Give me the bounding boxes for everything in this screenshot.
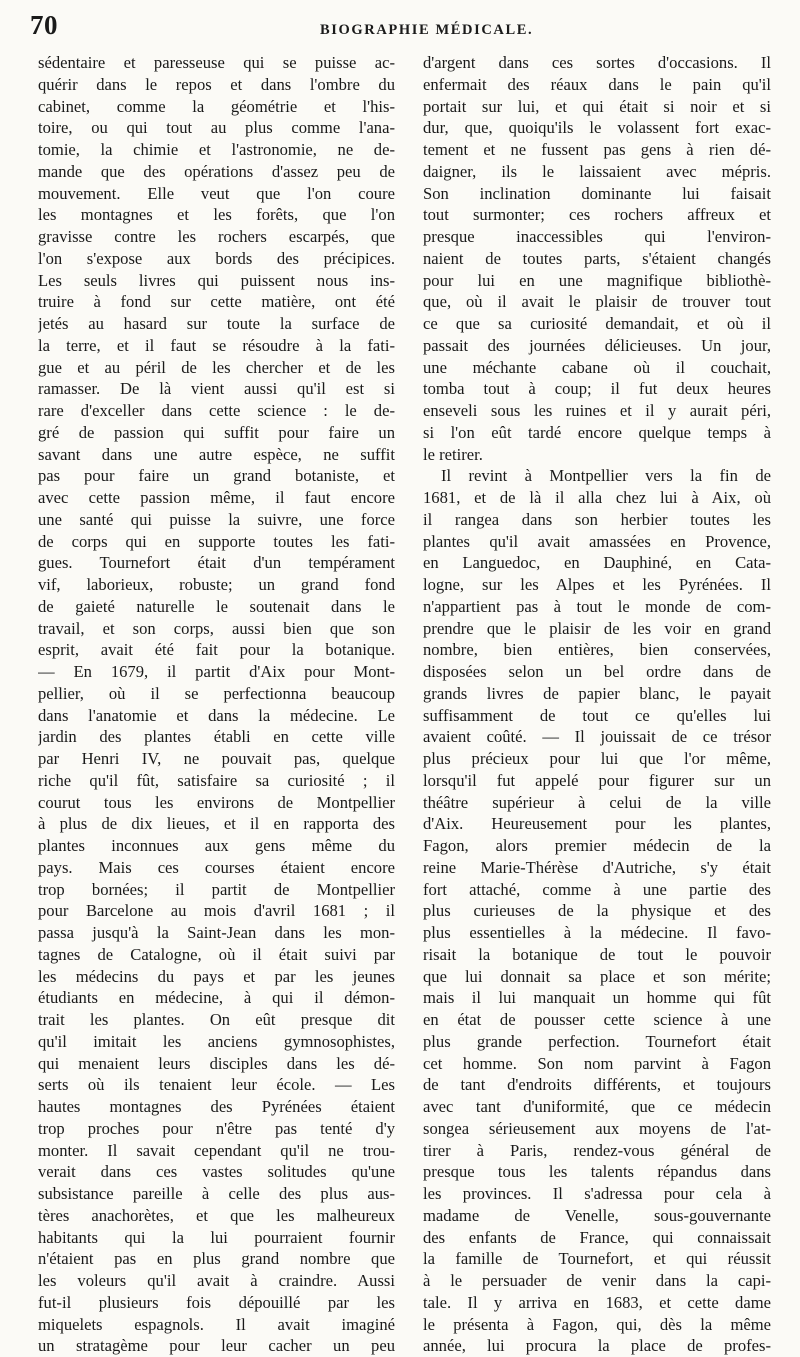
text-line: n'étaient pas en plus grand nombre que xyxy=(38,1249,395,1269)
text-line: une santé qui puisse la suivre, une force xyxy=(38,509,395,529)
text-line: les médecins du pays et par les jeunes xyxy=(38,966,395,986)
text-line: pour lui en une magnifique bibliothè- xyxy=(423,270,771,290)
text-line: grands livres de papier blanc, le payait xyxy=(423,683,771,703)
text-line: tout surmonter; ces rochers affreux et xyxy=(423,205,771,225)
text-line: truire à fond sur cette matière, ont été xyxy=(38,292,395,312)
page-header xyxy=(30,10,770,44)
text-line: enseveli sous les ruines et il y aurait péri, xyxy=(423,401,771,420)
text-line: plantes inconnues aux gens même du xyxy=(38,836,395,855)
text-line: hautes montagnes des Pyrénées étaient xyxy=(38,1097,395,1116)
running-title: BIOGRAPHIE MÉDICALE. xyxy=(320,22,534,38)
text-line: avec tant d'uniformité, que ce médecin xyxy=(423,1097,771,1116)
text-line: miquelets espagnols. Il avait imaginé xyxy=(38,1314,395,1334)
text-line: tagnes de Catalogne, où il était suivi par xyxy=(38,944,395,964)
text-line: les provinces. Il s'adressa pour cela à xyxy=(423,1184,771,1203)
text-line: Fagon, alors premier médecin de la xyxy=(423,836,771,855)
text-line: gue et au péril de les chercher et de les xyxy=(38,357,395,377)
text-line: esprit, avait été fait pour la botanique. xyxy=(38,640,395,660)
text-line: vif, laborieux, robuste; un grand fond xyxy=(38,575,395,594)
text-line: que lui donnait sa place et son mérite; xyxy=(423,966,771,986)
text-line: serts où ils tenaient leur école. — Les xyxy=(38,1075,395,1095)
text-line: par Henri IV, ne pouvait pas, quelque xyxy=(38,749,395,768)
text-line: presque inaccessibles qui l'environ- xyxy=(423,227,771,246)
text-line: le présenta à Fagon, qui, dès la même xyxy=(423,1314,771,1334)
text-line: plantes qu'il avait amassées en Provence, xyxy=(423,531,771,551)
text-line: songea sérieusement aux moyens de l'at- xyxy=(423,1118,771,1138)
text-line: risait la botanique de tout le pouvoir xyxy=(423,944,771,964)
text-line: pas pour faire un grand botaniste, et xyxy=(38,466,395,486)
text-line: quérir dans le repos et dans l'ombre du xyxy=(38,74,395,94)
left-text-column xyxy=(38,52,395,1357)
text-line: dans l'anatomie et dans la médecine. Le xyxy=(38,705,395,725)
text-line: il rangea dans son herbier toutes les xyxy=(423,509,771,529)
text-line: toire, ou qui tout au plus comme l'ana- xyxy=(38,118,395,138)
text-line: Son inclination dominante lui faisait xyxy=(423,183,771,203)
text-line: des enfants de France, qui connaissait xyxy=(423,1227,771,1247)
text-line: que, où il avait le plaisir de trouver tout xyxy=(423,292,771,312)
text-line: habitants qui la lui pourraient fournir xyxy=(38,1227,395,1247)
text-line: presque tous les talents répandus dans xyxy=(423,1162,771,1182)
text-line: gues. Tournefort était d'un tempérament xyxy=(38,553,395,573)
text-line: à le persuader de venir dans la capi- xyxy=(423,1271,771,1290)
text-line: nombre, bien entières, bien conservées, xyxy=(423,640,771,660)
text-line: plus grande perfection. Tournefort était xyxy=(423,1031,771,1051)
text-line: pays. Mais ces courses étaient encore xyxy=(38,857,395,877)
text-line: trait les plantes. On eût presque dit xyxy=(38,1010,395,1029)
text-line: rare d'exceller dans cette science : le de- xyxy=(38,401,395,420)
text-line: fut-il plusieurs fois dépouillé par les xyxy=(38,1292,395,1312)
text-line: logne, sur les Alpes et les Pyrénées. Il xyxy=(423,575,771,594)
text-line: étudiants en médecine, à qui il démon- xyxy=(38,988,395,1008)
text-line: de tant d'endroits différents, et toujours xyxy=(423,1075,771,1095)
text-line: passa jusqu'à la Saint-Jean dans les mon- xyxy=(38,923,395,942)
text-line: les voleurs qu'il avait à craindre. Aussi xyxy=(38,1271,395,1290)
text-line: pour Barcelone au mois d'avril 1681 ; il xyxy=(38,901,395,921)
text-line: trop bornées; il partit de Montpellier xyxy=(38,879,395,899)
text-line: Il revint à Montpellier vers la fin de xyxy=(441,466,771,486)
text-line: tement et ne fussent pas gens à rien dé- xyxy=(423,140,771,159)
text-line: verait dans ces vastes solitudes qu'une xyxy=(38,1162,395,1182)
text-line: jetés au hasard sur toute la surface de xyxy=(38,314,395,333)
text-line: sédentaire et paresseuse qui se puisse ac- xyxy=(38,53,395,72)
text-line: la famille de Tournefort, et qui réussit xyxy=(423,1249,771,1269)
text-line: les montagnes et les forêts, que l'on xyxy=(38,205,395,225)
text-line: ce que sa curiosité demandait, et où il xyxy=(423,314,771,333)
text-line: daigner, ils le laissaient avec mépris. xyxy=(423,161,771,181)
text-line: disposées selon un bel ordre dans de xyxy=(423,662,771,681)
text-line: reine Marie-Thérèse d'Autriche, s'y était xyxy=(423,857,771,877)
text-line: mais il lui manquait un homme qui fût xyxy=(423,988,771,1008)
text-line: avec cette passion même, il faut encore xyxy=(38,488,395,507)
text-line: courut tous les environs de Montpellier xyxy=(38,792,395,812)
text-line: suffisamment de tout ce qu'elles lui xyxy=(423,705,771,725)
text-line: si l'on eût tardé encore quelque temps à xyxy=(423,422,771,442)
text-line: portait sur lui, et qui était si noir et si xyxy=(423,96,771,116)
text-line: enfermait des réaux dans le pain qu'il xyxy=(423,74,771,94)
text-line: l'on s'expose aux bords des précipices. xyxy=(38,248,395,268)
text-line: plus précieux pour lui que l'or même, xyxy=(423,749,771,768)
text-line: monter. Il savait cependant qu'il ne trou- xyxy=(38,1140,395,1160)
text-line: théâtre supérieur à celui de la ville xyxy=(423,792,771,812)
text-line: une méchante cabane où il couchait, xyxy=(423,357,771,377)
text-line: 1681, et de là il alla chez lui à Aix, où xyxy=(423,488,771,507)
text-line: d'Aix. Heureusement pour les plantes, xyxy=(423,814,771,834)
text-line: d'argent dans ces sortes d'occasions. Il xyxy=(423,53,771,72)
text-line: subsistance pareille à celle des plus aus- xyxy=(38,1184,395,1203)
text-line: tomba tout à coup; il fut deux heures xyxy=(423,379,771,399)
text-line: de gaieté naturelle le soutenait dans le xyxy=(38,596,395,616)
text-line: n'appartient pas à tout le monde de com- xyxy=(423,596,771,616)
text-line: de corps qui en supporte toutes les fati- xyxy=(38,531,395,551)
text-line: à plus de dix lieues, et il en rapporta des xyxy=(38,814,395,834)
text-line: riche qu'il fût, satisfaire sa curiosité ; il xyxy=(38,770,395,790)
text-line: qu'il imitait les anciens gymnosophistes, xyxy=(38,1031,395,1051)
page-number: 70 xyxy=(30,10,58,40)
text-line: savant dans une autre espèce, ne suffit xyxy=(38,444,395,464)
text-line: plus curieuses de la physique et des xyxy=(423,901,771,921)
text-line: gré de passion qui suffit pour faire un xyxy=(38,422,395,442)
text-line: — En 1679, il partit d'Aix pour Mont- xyxy=(38,662,395,681)
text-line: tale. Il y arriva en 1683, et cette dame xyxy=(423,1292,771,1312)
text-line: la terre, et il faut se résoudre à la fati- xyxy=(38,335,395,355)
text-line: trop proches pour n'être pas tenté d'y xyxy=(38,1118,395,1138)
text-line: madame de Venelle, sous-gouvernante xyxy=(423,1205,771,1225)
text-line: fort attaché, comme à une partie des xyxy=(423,879,771,899)
text-line: pellier, où il se perfectionna beaucoup xyxy=(38,683,395,703)
text-line: dur, que, quoiqu'ils le volassent fort exac- xyxy=(423,118,771,138)
text-line: ramasser. De là vient aussi qu'il est si xyxy=(38,379,395,399)
text-line: tères anachorètes, et que les malheureux xyxy=(38,1205,395,1225)
right-text-column xyxy=(423,52,771,1357)
text-line: tomie, la chimie et l'astronomie, ne de- xyxy=(38,140,395,159)
text-line: avaient coûté. — Il jouissait de ce trésor xyxy=(423,727,771,747)
text-line: Les seuls livres qui puissent nous ins- xyxy=(38,270,395,290)
text-line: cet homme. Son nom parvint à Fagon xyxy=(423,1053,771,1073)
text-line: mande que des opérations d'assez peu de xyxy=(38,161,395,181)
text-line: le retirer. xyxy=(423,444,483,464)
text-line: cabinet, comme la géométrie et l'his- xyxy=(38,96,395,116)
text-line: jardin des plantes établi en cette ville xyxy=(38,727,395,747)
text-line: prendre que le plaisir de les voir en grand xyxy=(423,618,771,638)
text-line: passait des journées délicieuses. Un jour, xyxy=(423,335,771,355)
text-line: en Languedoc, en Dauphiné, en Cata- xyxy=(423,553,771,573)
text-line: gravisse contre les rochers escarpés, que xyxy=(38,227,395,246)
text-line: mouvement. Elle veut que l'on coure xyxy=(38,183,395,203)
text-line: qui menaient leurs disciples dans les dé- xyxy=(38,1053,395,1073)
text-line: lorsqu'il fut appelé pour figurer sur un xyxy=(423,770,771,790)
text-line: en état de pousser cette science à une xyxy=(423,1010,771,1029)
text-line: plus essentielles à la médecine. Il favo- xyxy=(423,923,771,942)
text-line: un stratagème pour leur cacher un peu xyxy=(38,1336,395,1356)
text-line: tirer à Paris, rendez-vous général de xyxy=(423,1140,771,1160)
text-line: travail, et son corps, aussi bien que son xyxy=(38,618,395,638)
text-line: année, lui procura la place de profes- xyxy=(423,1336,771,1356)
text-line: naient de toutes parts, s'étaient changés xyxy=(423,248,771,268)
